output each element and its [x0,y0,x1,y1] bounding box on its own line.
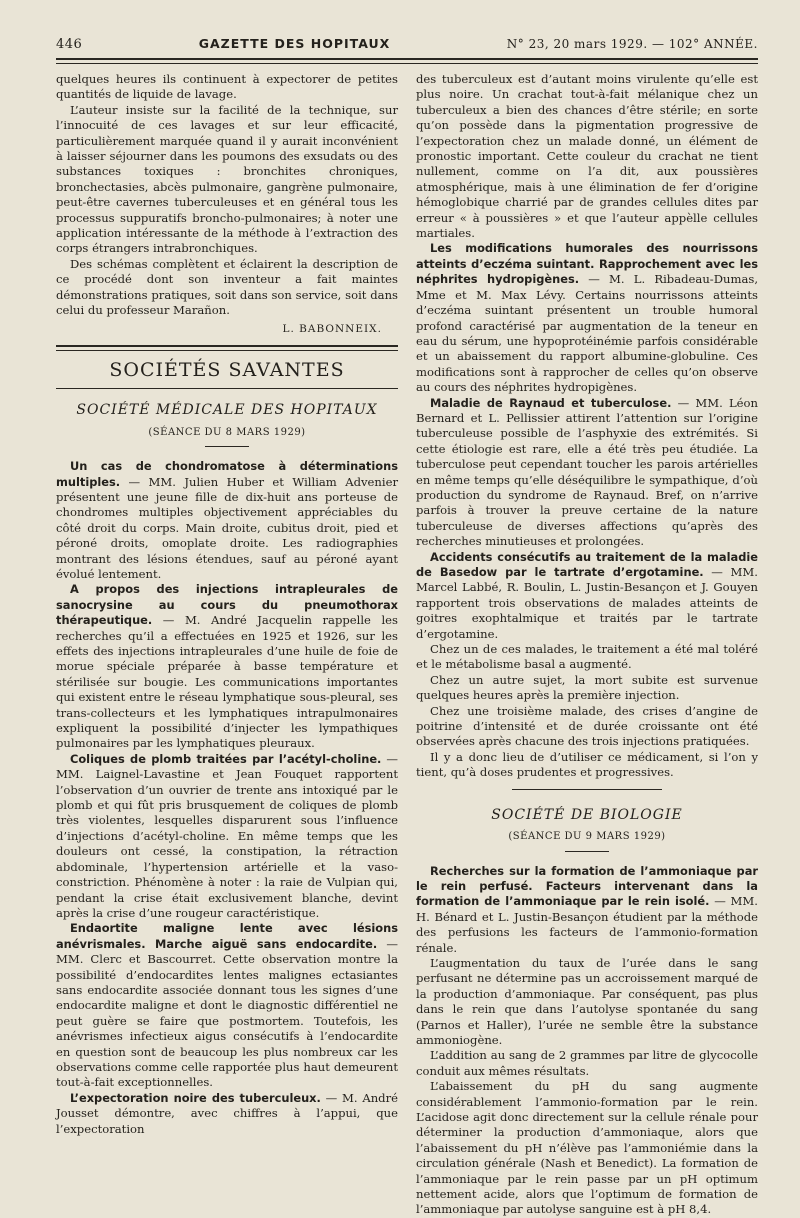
report-title: Un cas de chondromatose à déterminations multiples. [56,459,398,489]
paragraph: L’addition au sang de 2 grammes par litre de glycocolle conduit aux mêmes résultats. [416,1048,758,1078]
author-signature: L. BABONNEIX. [282,322,382,335]
report-title: L’expectoration noire des tuberculeux. [70,1090,321,1105]
report-body: — MM. Laignel-Lavastine et Jean Fouquet rapportent l’observation d’un ouvrier de trente ans intoxiqué par le plomb et qui fût pris brusquement de coliques de plomb très violentes, lesquelles disparurent sous l’influence d’injections d’acétyl-choline. En même temps que les douleurs ont cessé, la constipation, la rétraction abdominale, l’hypertension artérielle et la vaso-constriction. Phénomène à noter : la raie de Vulpian qui, pendant la crise était exclusivement blanche, devint après la crise d’une rougeur caractéristique. [56,751,399,920]
report-item [416,396,758,550]
report-body: — MM. H. Bénard et L. Justin-Besançon étudient par la méthode des perfusions les facteurs de l’ammonio-formation rénale. [416,894,758,955]
society-heading: SOCIÉTÉ MÉDICALE DES HOPITAUX [76,402,378,419]
report-title: Accidents consécutifs au traitement de la maladie de Basedow par le tartrate d’ergotamine. [416,549,758,579]
sitting-date: (SÉANCE DU 9 MARS 1929) [508,831,666,843]
report-title: Endaortite maligne lente avec lésions anévrismales. Marche aiguë sans endocardite. [56,921,398,951]
section-rule [56,345,398,351]
divider [205,446,249,447]
divider [565,851,609,852]
header-rule [56,58,758,64]
report-title: Maladie de Raynaud et tuberculose. [430,395,672,410]
report-body: — M. André Jacquelin rappelle les recherches qu’il a effectuées en 1925 et 1926, sur les effets des injections intrapleurales d’une huile de foie de morue spéciale préparée à basse température et stérilisée sur bougie. Les communications importantes qui existent entre le réseau lymphatique sous-pleural, ses trans-collecteurs et les lymphatiques intrapulmonaires expliquent la possibilité d’injecter les lympathiques pulmonaires par les lymphatiques pleuraux. [56,613,398,751]
right-column [416,72,758,1218]
paragraph: Chez un de ces malades, le traitement a été mal toléré et le métabolisme basal a augmenté. [416,642,758,672]
issue-info: N° 23, 20 mars 1929. — 102° ANNÉE. [506,37,758,51]
report-item [56,752,398,921]
sitting-date: (SÉANCE DU 8 MARS 1929) [148,426,306,438]
report-body: — MM. Julien Huber et William Advenier présentent une jeune fille de dix-huit ans porteuse de chondromes multiples objectivement appréciables du côté droit du corps. Main droite, cubitus droit, pied et péroné droits, omoplate droite. Les radiographies montrant des lésions étendues, sauf au péroné ayant évolué lentement. [56,474,398,581]
report-title: Les modifications humorales des nourrissons atteints d’eczéma suintant. Rapprochement avec les néphrites hydropigènes. [416,241,758,287]
report-item [56,1091,398,1137]
report-title: Coliques de plomb traitées par l’acétyl-choline. [70,751,382,766]
report-title: Recherches sur la formation de l’ammoniaque par le rein perfusé. Facteurs intervenant dans la formation de l’ammoniaque par le rein isolé. [416,863,758,909]
report-item [56,921,398,1090]
report-body: — MM. Marcel Labbé, R. Boulin, L. Justin-Besançon et J. Gouyen rapportent trois observations de malades atteints de goitres exophtalmique et traités par le tartrate d’ergotamine. [416,565,758,641]
continued-paragraph: quelques heures ils continuent à expectorer de petites quantités de liquide de lavage. [56,72,398,102]
journal-title: GAZETTE DES HOPITAUX [198,36,391,51]
paragraph: Chez une troisième malade, des crises d’angine de poitrine d’intensité et de durée croissante ont été observées après chacune des trois injections pratiquées. [416,703,758,749]
divider [512,789,662,790]
report-item [56,582,398,751]
report-body: — M. André Jousset démontre, avec chiffres à l’appui, que l’expectoration [56,1090,398,1136]
report-title: A propos des injections intrapleurales de sanocrysine au cours du pneumothorax thérapeutique. [56,582,398,628]
paragraph: L’auteur insiste sur la facilité de la technique, sur l’innocuité de ces lavages et sur leur efficacité, particulièrement marquée quand il y aurait inconvénient à laisser séjourner dans les poumons des exsudats ou des substances toxiques : bronchites chroniques, bronchectasies, abcès pulmonaire, gangrène pulmonaire, peut-être cavernes tuberculeuses et en général tous les processus suppuratifs broncho-pulmonaires; à noter une application intéressante de la méthode à l’extraction des corps étrangers intrabronchiques. [56,102,398,256]
left-column [56,72,398,1218]
page-number: 446 [56,37,83,52]
paragraph: Des schémas complètent et éclairent la description de ce procédé dont son inventeur a fait maintes démonstrations pratiques, soit dans son service, soit dans celui du professeur Marañon. [56,256,398,318]
report-item [416,550,758,642]
paragraph: Il y a donc lieu de d’utiliser ce médicament, si l’on y tient, qu’à doses prudentes et progressives. [416,749,758,780]
report-body: — M. L. Ribadeau-Dumas, Mme et M. Max Lévy. Certains nourrissons atteints d’eczéma suintant présentent un trouble humoral profond caractérisé par augmentation de la teneur en eau du sérum, une hypoprotéinémie parfois considérable et un abaissement du rapport albumine-globuline. Ces modifications sont à rapprocher de celles qu’on observe au cours des néphrites hydropigènes. [416,272,759,395]
report-body: — MM. Léon Bernard et L. Pellissier attirent l’attention sur l’origine tuberculeuse possible de l’asphyxie des extrémités. Si cette étiologie est rare, elle a été très peu étudiée. La tuberculose peut cependant toucher les parois artérielles en même temps qu’elle déséquilibre le sympathique, d’où production du syndrome de Raynaud. Bref, on n’arrive parfois à trouver la preuve certaine de la nature tuberculeuse de diverses affections qu’après des recherches minutieuses et prolongées. [416,395,758,549]
report-item [416,241,758,395]
continued-paragraph: des tuberculeux est d’autant moins virulente qu’elle est plus noire. Un crachat tout-à-fait mélanique chez un tuberculeux a bien des chances d’être stérile; en sorte qu’on possède dans la pigmentation progressive de l’expectoration chez un malade donné, un élément de pronostic important. Cette couleur du crachat ne tient nullement, comme on l’a dit, aux poussières atmosphérique, mais à une élimination de fer d’origine hémoglobique charrié par de grandes cellules dites par erreur « à poussières » et que l’auteur appèlle cellules martiales. [416,72,758,241]
paragraph: Chez un autre sujet, la mort subite est survenue quelques heures après la première injection. [416,672,758,703]
paragraph: L’abaissement du pH du sang augmente considérablement l’ammonio-formation par le rein. L’acidose agit donc directement sur la cellule rénale pour déterminer la production d’ammoniaque, alors que l’abaissement du pH n’élève pas l’ammoniémie dans la circulation générale (Nash et Benedict). La formation de l’ammoniaque par le rein passe par un pH optimum nettement acide, alors que l’optimum de formation de l’ammoniaque par autolyse sanguine est à pH 8,4. [416,1079,758,1217]
report-item [56,459,398,582]
paragraph: L’augmentation du taux de l’urée dans le sang perfusant ne détermine pas un accroissement marqué de la production d’ammoniaque. Par conséquent, pas plus dans le rein que dans l’autolyse spontanée du sang (Parnos et Haller), l’urée ne semble être la substance ammoniogène. [416,955,758,1047]
report-body: — MM. Clerc et Bascourret. Cette observation montre la possibilité d’endocardites lentes malignes ectasiantes sans endocardite associée donnant tous les signes d’une endocardite maligne et dont le diagnostic différentiel ne peut guère se faire que postmortem. Toutefois, les anévrismes infectieux aigus consécutifs à l’endocardite en question sont de beaucoup les plus nombreux car les observations comme celle rapportée plus haut demeurent tout-à-fait exceptionnelles. [56,936,398,1090]
section-underline [56,388,398,389]
society-heading: SOCIÉTÉ DE BIOLOGIE [491,806,683,823]
report-item [416,864,758,956]
page-header [56,36,758,52]
section-title: SOCIÉTÉS SAVANTES [109,358,345,381]
